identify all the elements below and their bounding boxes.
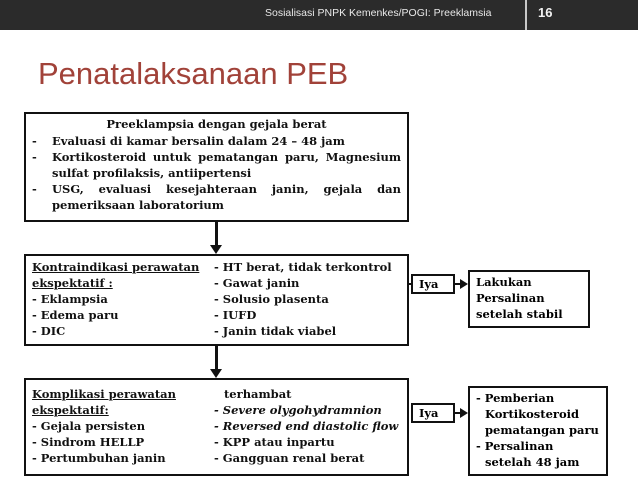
box3-left-item: - Sindrom HELLP bbox=[32, 435, 145, 449]
box1-item: - Kortikosteroid untuk pematangan paru, Magnesium sulfat profilaksis, antiipertensi bbox=[32, 150, 401, 180]
box3-right-item: - Reversed end diastolic flow bbox=[214, 419, 399, 433]
result2-line: setelah 48 jam bbox=[485, 455, 580, 469]
result1-line: Persalinan bbox=[476, 291, 545, 305]
slide-title: Penatalaksanaan PEB bbox=[38, 56, 349, 91]
box3-right-item: terhambat bbox=[224, 387, 292, 401]
slide-header-bar bbox=[0, 0, 638, 30]
arrow-head-down-1 bbox=[210, 245, 222, 254]
severe-preeclampsia-box bbox=[24, 112, 409, 222]
box2-left-item: - DIC bbox=[32, 324, 66, 338]
result1-line: setelah stabil bbox=[476, 307, 563, 321]
box3-left-item: - Gejala persisten bbox=[32, 419, 146, 433]
result2-line: - Persalinan bbox=[476, 439, 554, 453]
box1-heading: Preeklampsia dengan gejala berat bbox=[106, 117, 327, 131]
yes-label-2: Iya bbox=[411, 403, 455, 423]
box3-right-item: - Severe olygohydramnion bbox=[214, 403, 382, 417]
box2-right-item: - IUFD bbox=[214, 308, 257, 322]
box2-right-item: - Solusio plasenta bbox=[214, 292, 329, 306]
result2-line: pematangan paru bbox=[485, 423, 599, 437]
box3-heading-line2: ekspektatif: bbox=[32, 403, 109, 417]
box2-heading-line2: ekspektatif : bbox=[32, 276, 113, 290]
result-box-2 bbox=[468, 386, 608, 476]
result1-line: Lakukan bbox=[476, 275, 532, 289]
result2-line: Kortikosteroid bbox=[485, 407, 580, 421]
box3-right-item: - Gangguan renal berat bbox=[214, 451, 365, 465]
box2-left-item: - Eklampsia bbox=[32, 292, 108, 306]
arrow-down-1 bbox=[215, 222, 218, 246]
arrow-head-down-2 bbox=[210, 369, 222, 378]
arrow-head-right-1 bbox=[460, 279, 468, 289]
box2-right-item: - Janin tidak viabel bbox=[214, 324, 337, 338]
arrow-head-right-2 bbox=[460, 408, 468, 418]
slide-header-text: Sosialisasi PNPK Kemenkes/POGI: Preeklamsia bbox=[265, 7, 492, 19]
box1-item: - Evaluasi di kamar bersalin dalam 24 – 48 jam bbox=[32, 134, 345, 148]
header-separator bbox=[525, 0, 527, 30]
result2-line: - Pemberian bbox=[476, 391, 555, 405]
box3-right-item: - KPP atau inpartu bbox=[214, 435, 335, 449]
box2-heading-line1: Kontraindikasi perawatan bbox=[32, 260, 200, 274]
contraindication-box bbox=[24, 254, 409, 346]
box3-heading-line1: Komplikasi perawatan bbox=[32, 387, 176, 401]
result-box-1 bbox=[468, 270, 590, 328]
box2-right-item: - Gawat janin bbox=[214, 276, 300, 290]
box1-item: - USG, evaluasi kesejahteraan janin, gejala dan pemeriksaan laboratorium bbox=[32, 182, 401, 212]
slide-page-number: 16 bbox=[538, 5, 553, 20]
box2-right-item: - HT berat, tidak terkontrol bbox=[214, 260, 392, 274]
yes-label-1: Iya bbox=[411, 274, 455, 294]
arrow-down-2 bbox=[215, 346, 218, 370]
complication-box bbox=[24, 378, 409, 476]
box3-left-item: - Pertumbuhan janin bbox=[32, 451, 166, 465]
box2-left-item: - Edema paru bbox=[32, 308, 119, 322]
